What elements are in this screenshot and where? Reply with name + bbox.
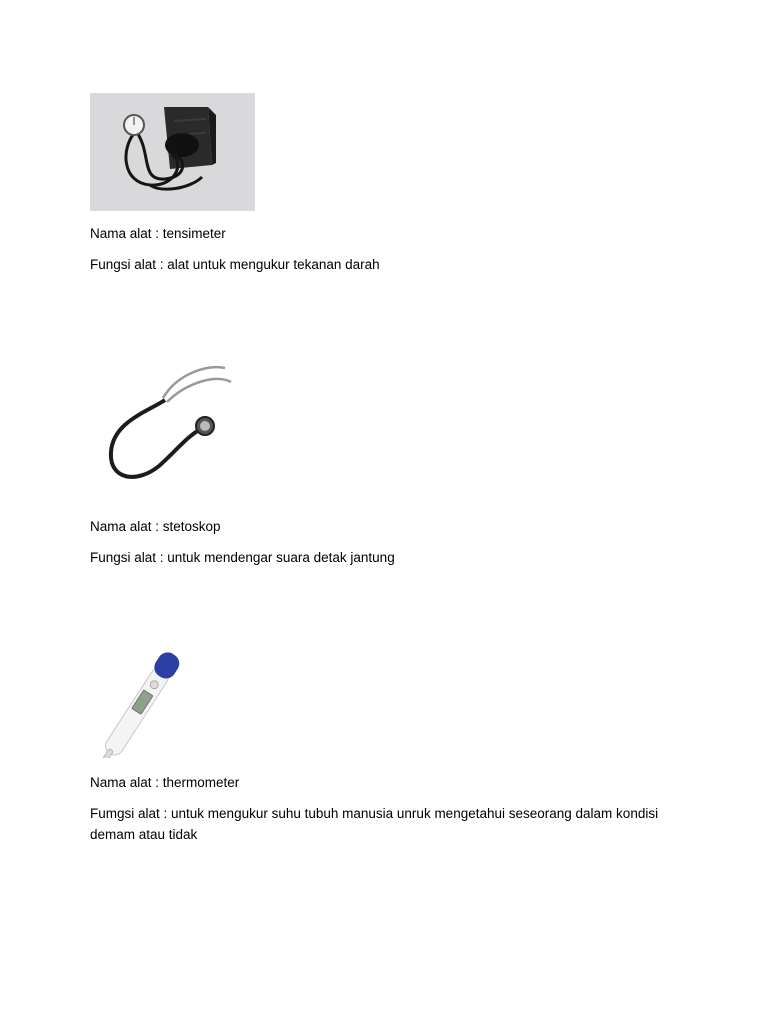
tool-function-line: Fumgsi alat : untuk mengukur suhu tubuh manusia unruk mengetahui seseorang dalam kondisi demam atau tidak: [90, 806, 659, 842]
stethoscope-image: [107, 362, 235, 484]
tool-function-line: Fungsi alat : alat untuk mengukur tekanan darah: [90, 257, 380, 272]
sphygmomanometer-image: [90, 93, 255, 211]
tool-function-line: Fungsi alat : untuk mendengar suara detak jantung: [90, 550, 395, 565]
tool-name-line: Nama alat : stetoskop: [90, 519, 221, 534]
tool-name-line: Nama alat : tensimeter: [90, 226, 226, 241]
digital-thermometer-image: [90, 640, 200, 758]
tool-name-line: Nama alat : thermometer: [90, 775, 240, 790]
